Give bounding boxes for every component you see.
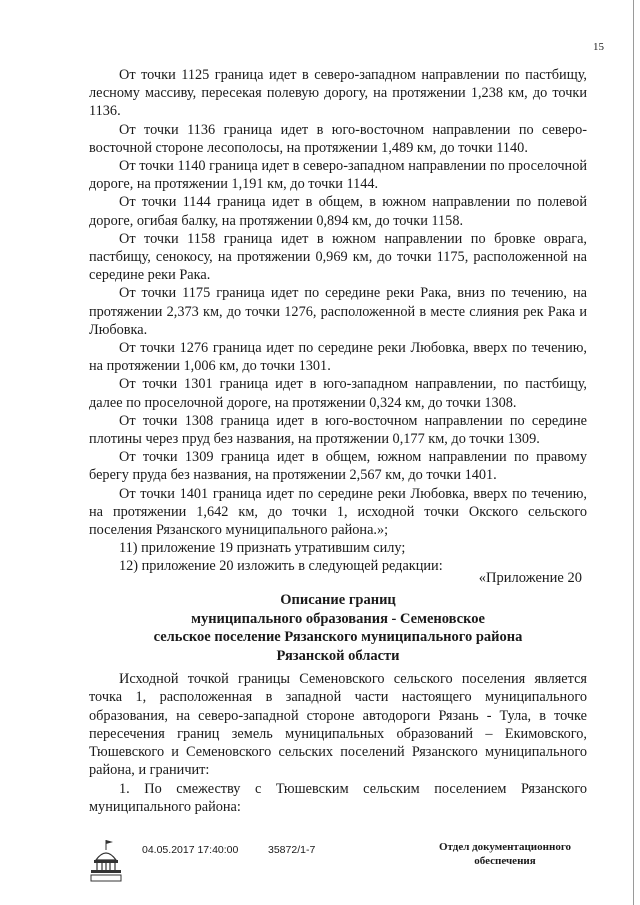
- paragraph: От точки 1144 граница идет в общем, в южном направлении по полевой дороге, огибая балку, на протяжении 0,894 км, до точки 1158.: [89, 194, 587, 229]
- list-item: 11) приложение 19 признать утратившим силу;: [119, 540, 406, 557]
- section-heading: [89, 591, 587, 665]
- department-line: обеспечения: [474, 855, 536, 867]
- heading-line: сельское поселение Рязанского муниципального района: [153, 629, 523, 645]
- heading-line: Рязанской области: [276, 647, 400, 664]
- paragraph: От точки 1401 граница идет по середине реки Любовка, вверх по течению, на протяжении 1,642 км, до точки 1, исходной точки Окского сельского поселения Рязанского муниципального района.»;: [89, 485, 587, 539]
- paragraph: Исходной точкой границы Семеновского сельского поселения является точка 1, расположенная в западной части настоящего муниципального образования, на северо-западной стороне автодороги Рязань - Тула, в точке пересечения границ земель муниципальных образований – Екимовского, Тюшевского и Семеновского сельских поселений Рязанского муниципального района, и граничит:: [89, 671, 587, 779]
- heading-line: Описание границ: [280, 592, 396, 608]
- department-line: Отдел документационного: [438, 841, 572, 853]
- document-footer: [0, 838, 640, 898]
- paragraph: 1. По смежеству с Тюшевским сельским поселением Рязанского муниципального района:: [89, 780, 587, 816]
- paragraph: От точки 1301 граница идет в юго-западном направлении, по пастбищу, далее по проселочной дороге, на протяжении 0,324 км, до точки 1308.: [89, 376, 587, 411]
- paragraph: От точки 1308 граница идет в юго-восточном направлении по середине плотины через пруд без названия, на протяжении 0,177 км, до точки 1309.: [89, 412, 587, 448]
- appendix-text: [89, 670, 587, 816]
- footer-department: [430, 840, 580, 868]
- page-number: 15: [593, 41, 604, 53]
- duma-logo-icon: [88, 838, 124, 882]
- paragraph: От точки 1140 граница идет в северо-западном направлении по проселочной дороге, на протяжении 1,191 км, до точки 1144.: [89, 158, 587, 193]
- paragraph: От точки 1309 граница идет в общем, южном направлении по правому берегу пруда без названия, на протяжении 2,567 км, до точки 1401.: [89, 449, 587, 484]
- boundary-description-text: [89, 66, 587, 576]
- heading-line: муниципального образования - Семеновское: [191, 610, 485, 627]
- paragraph: От точки 1136 граница идет в юго-восточном направлении по северо-восточной стороне лесополосы, на протяжении 1,489 км, до точки 1140.: [89, 121, 587, 156]
- paragraph: От точки 1276 граница идет по середине реки Любовка, вверх по течению, на протяжении 1,006 км, до точки 1301.: [89, 340, 587, 375]
- paragraph: От точки 1175 граница идет по середине реки Рака, вниз по течению, на протяжении 2,373 км, до точки 1276, расположенной в месте слияния рек Рака и Любовка.: [89, 285, 587, 338]
- list-item: 12) приложение 20 изложить в следующей редакции:: [119, 558, 443, 575]
- scan-edge: [633, 0, 634, 905]
- paragraph: От точки 1125 граница идет в северо-западном направлении по пастбищу, лесному массиву, пересекая полевую дорогу, на протяжении 1,238 км, до точки 1136.: [89, 67, 587, 120]
- appendix-label: «Приложение 20: [478, 570, 582, 586]
- footer-document-id: 35872/1-7: [268, 844, 316, 856]
- paragraph: От точки 1158 граница идет в южном направлении по бровке оврага, пастбищу, сенокосу, на протяжении 0,969 км, до точки 1175, расположенной на середине реки Рака.: [89, 230, 587, 284]
- footer-date: 04.05.2017 17:40:00: [142, 844, 239, 856]
